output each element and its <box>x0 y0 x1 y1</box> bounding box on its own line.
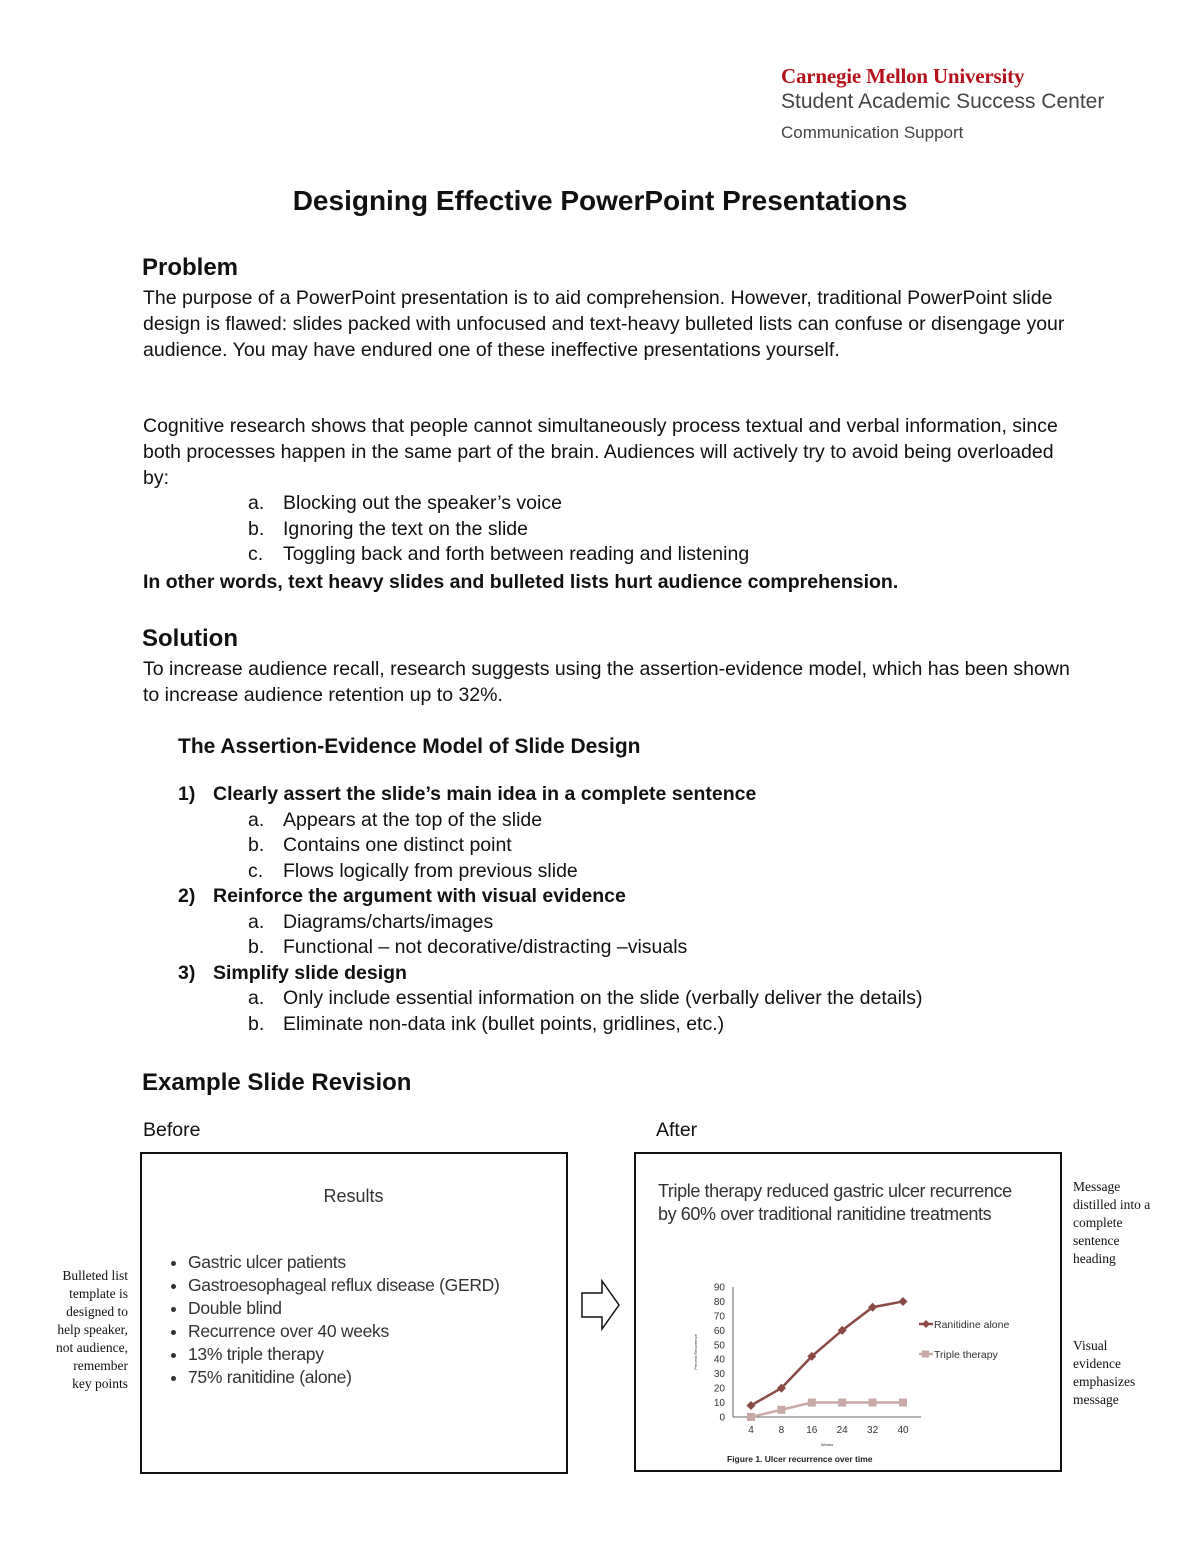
note-right-bottom: Visual evidence emphasizes message <box>1073 1338 1136 1407</box>
example-heading: Example Slide Revision <box>142 1069 412 1096</box>
data-point <box>899 1297 908 1306</box>
problem-heading: Problem <box>142 254 239 281</box>
model-steps <box>178 782 1078 1037</box>
list-item: a. Only include essential information on the slide (verbally deliver the details) <box>248 987 923 1009</box>
y-tick-label: 60 <box>713 1325 725 1337</box>
y-tick-label: 10 <box>713 1398 725 1410</box>
data-point <box>808 1399 816 1407</box>
list-item: b. Eliminate non-data ink (bullet points, gridlines, etc.) <box>248 1012 725 1035</box>
university-logo-text: Carnegie Mellon University <box>781 64 1025 88</box>
before-label: Before <box>143 1119 201 1141</box>
data-point <box>777 1406 785 1414</box>
step-2: 2) Reinforce the argument with visual evidence <box>178 885 626 907</box>
right-arrow-icon <box>580 1278 622 1332</box>
legend-marker <box>922 1351 929 1358</box>
series-line-1 <box>751 1403 903 1417</box>
problem-paragraph-1: The purpose of a PowerPoint presentation is to aid comprehension. However, traditional PowerPoint slide design is flawed: slides packed with unfocused and text-heavy bulleted lists can confuse or disengage your audience. You may have endured one of these ineffective presentations yourself. <box>143 287 1065 361</box>
center-name: Student Academic Success Center <box>781 90 1105 113</box>
step-1: 1) Clearly assert the slide’s main idea in a complete sentence <box>178 783 757 805</box>
solution-paragraph: To increase audience recall, research suggests using the assertion-evidence model, which has been shown to increase audience retention up to 32%. <box>143 658 1070 706</box>
problem-conclusion: In other words, text heavy slides and bulleted lists hurt audience comprehension. <box>143 571 899 593</box>
legend-label: Ranitidine alone <box>934 1319 1010 1331</box>
list-item: a. Diagrams/charts/images <box>248 910 494 933</box>
y-axis-label: Percent Recurrence <box>693 1334 698 1370</box>
after-slide <box>634 1152 1062 1472</box>
list-item: • Gastric ulcer patients <box>188 1251 500 1274</box>
x-tick-label: 16 <box>806 1425 818 1436</box>
solution-heading: Solution <box>142 625 238 652</box>
x-tick-label: 40 <box>897 1425 909 1436</box>
x-axis-label: Weeks <box>820 1442 834 1447</box>
list-item: c. Toggling back and forth between reading and listening <box>248 543 750 565</box>
after-slide-title: Triple therapy reduced gastric ulcer recurrence by 60% over traditional ranitidine treatments <box>658 1181 1012 1224</box>
list-item: b. Contains one distinct point <box>248 834 512 856</box>
x-tick-label: 4 <box>748 1425 754 1436</box>
y-tick-label: 80 <box>713 1296 725 1308</box>
legend-marker <box>922 1320 930 1328</box>
y-tick-label: 70 <box>713 1311 725 1323</box>
figure-caption: Figure 1. Ulcer recurrence over time <box>727 1454 873 1464</box>
series-line-0 <box>751 1301 903 1405</box>
step-3: 3) Simplify slide design <box>178 961 407 984</box>
list-item: b. Ignoring the text on the slide <box>248 517 528 540</box>
list-item: • Gastroesophageal reflux disease (GERD) <box>188 1274 500 1297</box>
y-tick-label: 40 <box>713 1354 725 1366</box>
x-tick-label: 32 <box>867 1425 879 1436</box>
note-left: Bulleted list template is designed to help speaker, not audience, remember key points <box>56 1268 128 1391</box>
x-tick-label: 24 <box>836 1425 848 1436</box>
list-item: • 13% triple therapy <box>188 1343 500 1366</box>
list-item: a. Appears at the top of the slide <box>248 808 543 831</box>
subunit-name: Communication Support <box>781 123 964 142</box>
after-label: After <box>656 1119 698 1141</box>
problem-paragraph-2: Cognitive research shows that people cannot simultaneously process textual and verbal information, since both processes happen in the same part of the brain. Audiences will actively try to avoid being overloaded by: <box>143 415 1058 489</box>
model-heading: The Assertion-Evidence Model of Slide Design <box>178 735 641 758</box>
before-slide <box>140 1152 568 1474</box>
list-item: c. Flows logically from previous slide <box>248 859 578 882</box>
before-slide-bullets <box>142 1251 500 1389</box>
y-tick-label: 30 <box>713 1369 725 1381</box>
y-tick-label: 50 <box>713 1340 725 1352</box>
legend-label: Triple therapy <box>934 1349 998 1361</box>
y-tick-label: 90 <box>713 1282 725 1294</box>
recurrence-chart <box>681 1269 1041 1464</box>
note-right-top: Message distilled into a complete sentence heading <box>1073 1179 1151 1266</box>
page-title: Designing Effective PowerPoint Presentations <box>292 185 908 216</box>
before-slide-title: Results <box>323 1186 384 1206</box>
y-tick-label: 0 <box>719 1412 725 1424</box>
list-item: b. Functional – not decorative/distracting –visuals <box>248 936 688 958</box>
list-item: • 75% ranitidine (alone) <box>188 1366 500 1389</box>
data-point <box>869 1399 877 1407</box>
list-item: a. Blocking out the speaker’s voice <box>248 492 562 514</box>
overload-list <box>248 491 1048 568</box>
x-tick-label: 8 <box>778 1425 785 1436</box>
data-point <box>899 1399 907 1407</box>
data-point <box>747 1413 755 1421</box>
y-tick-label: 20 <box>713 1383 725 1395</box>
list-item: • Double blind <box>188 1297 500 1320</box>
list-item: • Recurrence over 40 weeks <box>188 1320 500 1343</box>
data-point <box>838 1399 846 1407</box>
